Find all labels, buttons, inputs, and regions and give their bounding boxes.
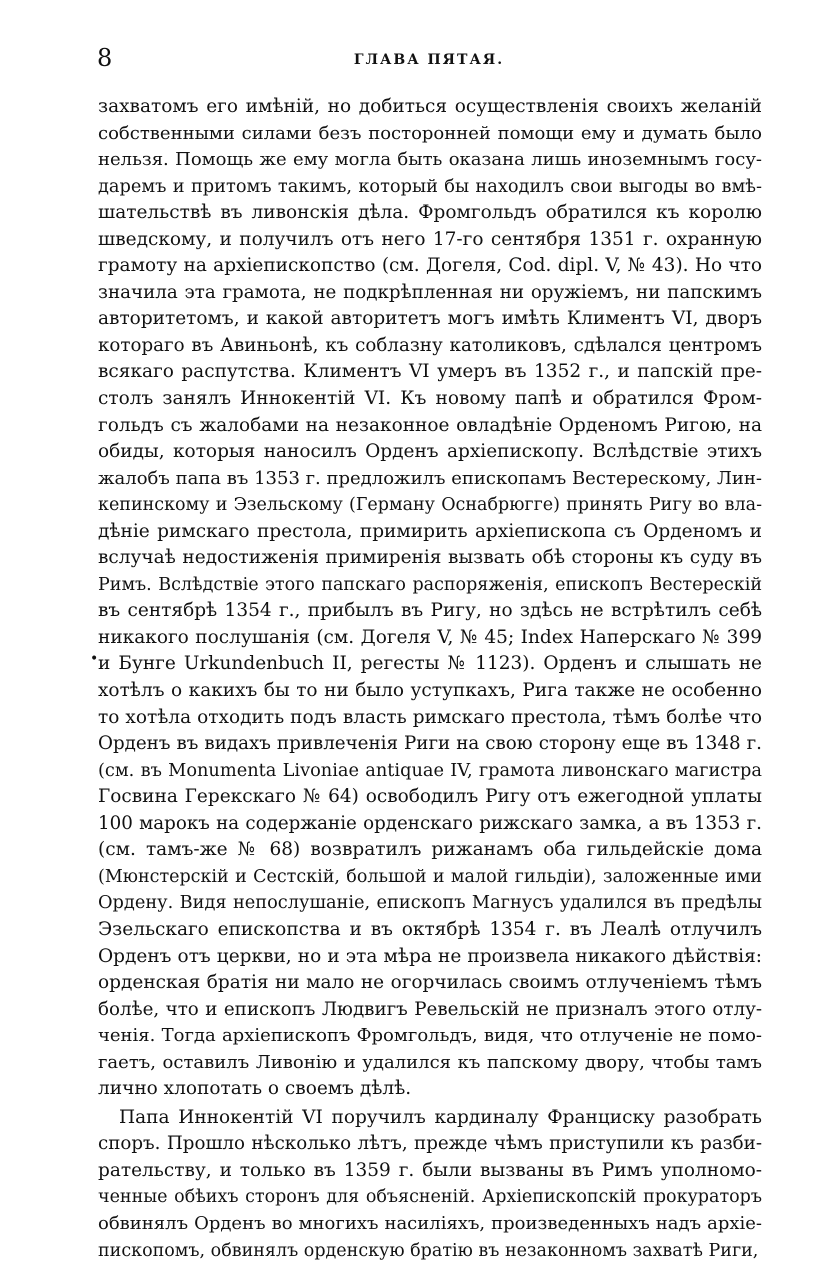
- text-line: обиды, которыя наносилъ Орденъ архіепископу. Вслѣдствіе этихъ: [98, 441, 762, 463]
- text-line: ченія. Тогда архіепископъ Фромгольдъ, видя, что отлученіе не помо-: [98, 1025, 762, 1047]
- text-line: Ордену. Видя непослушаніе, епископъ Магнусъ удалился въ предѣлы: [98, 893, 762, 914]
- text-line: дѣніе римскаго престола, примирить архіепископа съ Орденомъ и: [98, 520, 762, 542]
- text-line: гаетъ, оставилъ Ливонію и удалился къ папскому двору, чтобы тамъ: [98, 1051, 762, 1073]
- text-line: рательству, и только въ 1359 г. были вызваны въ Римъ уполномо-: [98, 1159, 762, 1181]
- text-line: столъ занялъ Иннокентій VI. Къ новому папѣ и обратился Фром-: [98, 388, 762, 410]
- text-line: Госвина Герекскаго № 64) освободилъ Ригу отъ ежегодной уплаты: [98, 786, 762, 808]
- text-line: лично хлопотать о своемъ дѣлѣ.: [98, 1078, 412, 1100]
- text-line: хотѣлъ о какихъ бы то ни было уступкахъ, Рига также не особенно: [98, 680, 762, 702]
- page-number: 8: [97, 44, 113, 72]
- text-line: пископомъ, обвинялъ орденскую братію въ незаконномъ захватѣ Риги,: [98, 1240, 759, 1261]
- text-line: (см. тамъ-же № 68) возвратилъ рижанамъ оба гильдейскіе дома: [98, 839, 762, 861]
- text-line: и Бунге Urkundenbuch II, регесты № 1123). Орденъ и слышать не: [98, 653, 762, 675]
- text-line: 100 марокъ на содержаніе орденскаго рижскаго замка, а въ 1353 г.: [98, 812, 762, 834]
- paragraph: [98, 94, 762, 1103]
- text-line: Папа Иннокентій VI поручилъ кардиналу Франциску разобрать: [119, 1106, 762, 1128]
- text-line: то хотѣла отходить подъ власть римскаго престола, тѣмъ болѣе что: [98, 706, 762, 728]
- text-line: (см. въ Monumenta Livoniae antiquae IV, грамота ливонскаго магистра: [98, 760, 762, 781]
- text-line: (Мюнстерскій и Сестскій, большой и малой гильдіи), заложенные ими: [98, 866, 762, 887]
- page-header: [97, 44, 761, 72]
- text-line: Орденъ отъ церкви, но и эта мѣра не произвела никакого дѣйствія:: [98, 945, 762, 967]
- text-line: захватомъ его имѣній, но добиться осуществленія своихъ желаній: [98, 96, 762, 117]
- text-line: шведскому, и получилъ отъ него 17-го сентября 1351 г. охранную: [98, 228, 762, 250]
- text-line: котораго въ Авиньонѣ, къ соблазну католиковъ, сдѣлался центромъ: [98, 334, 762, 356]
- text-line: обвинялъ Орденъ во многихъ насиліяхъ, произведенныхъ надъ архіе-: [98, 1212, 762, 1234]
- text-line: вслучаѣ недостиженія примиренія вызвать обѣ стороны къ суду въ: [98, 547, 762, 569]
- text-line: значила эта грамота, не подкрѣпленная ни оружіемъ, ни папскимъ: [98, 281, 762, 303]
- text-line: Орденъ въ видахъ привлеченія Риги на свою сторону еще въ 1348 г.: [98, 733, 762, 755]
- chapter-title: ГЛАВА ПЯТАЯ.: [353, 52, 505, 68]
- text-line: споръ. Прошло нѣсколько лѣтъ, прежде чѣмъ приступили къ разби-: [98, 1133, 762, 1155]
- text-line: авторитетомъ, и какой авторитетъ могъ имѣть Климентъ VI, дворъ: [98, 308, 762, 330]
- text-line: даремъ и притомъ такимъ, который бы находилъ свои выгоды во вмѣ-: [98, 176, 762, 197]
- text-line: всякаго распутства. Климентъ VI умеръ въ 1352 г., и папскій пре-: [98, 361, 762, 383]
- margin-mark: •: [90, 651, 99, 667]
- paragraph: [98, 1105, 762, 1264]
- text-line: жалобъ папа въ 1353 г. предложилъ епископамъ Вестерескому, Лин-: [98, 467, 762, 489]
- text-line: шательствѣ въ ливонскія дѣла. Фромгольдъ обратился къ королю: [98, 202, 762, 224]
- text-line: Эзельскаго епископства и въ октябрѣ 1354 г. въ Леалѣ отлучилъ: [98, 918, 762, 940]
- text-line: собственными силами безъ посторонней помощи ему и думать было: [98, 122, 762, 144]
- text-line: Римъ. Вслѣдствіе этого папскаго распоряженія, епископъ Вестерескій: [98, 574, 762, 595]
- text-line: ченные обѣихъ сторонъ для объясненій. Архіепископскій прокураторъ: [98, 1187, 762, 1208]
- text-line: болѣе, что и епископъ Людвигъ Ревельскій не призналъ этого отлу-: [98, 998, 762, 1020]
- text-line: гольдъ съ жалобами на незаконное овладѣніе Орденомъ Ригою, на: [98, 414, 762, 436]
- text-line: въ сентябрѣ 1354 г., прибылъ въ Ригу, но здѣсь не встрѣтилъ себѣ: [98, 600, 762, 622]
- text-line: никакого послушанія (см. Догеля V, № 45; Index Наперскаго № 399: [98, 626, 762, 648]
- text-line: нельзя. Помощь же ему могла быть оказана лишь иноземнымъ госу-: [98, 149, 762, 171]
- text-line: орденская братія ни мало не огорчилась своимъ отлученіемъ тѣмъ: [98, 972, 762, 994]
- body-text: [98, 94, 762, 1264]
- text-line: грамоту на архіепископство (см. Догеля, Cod. dipl. V, № 43). Но что: [98, 255, 762, 277]
- text-line: кепинскому и Эзельскому (Герману Оснабрюгге) принять Ригу во вла-: [98, 495, 762, 516]
